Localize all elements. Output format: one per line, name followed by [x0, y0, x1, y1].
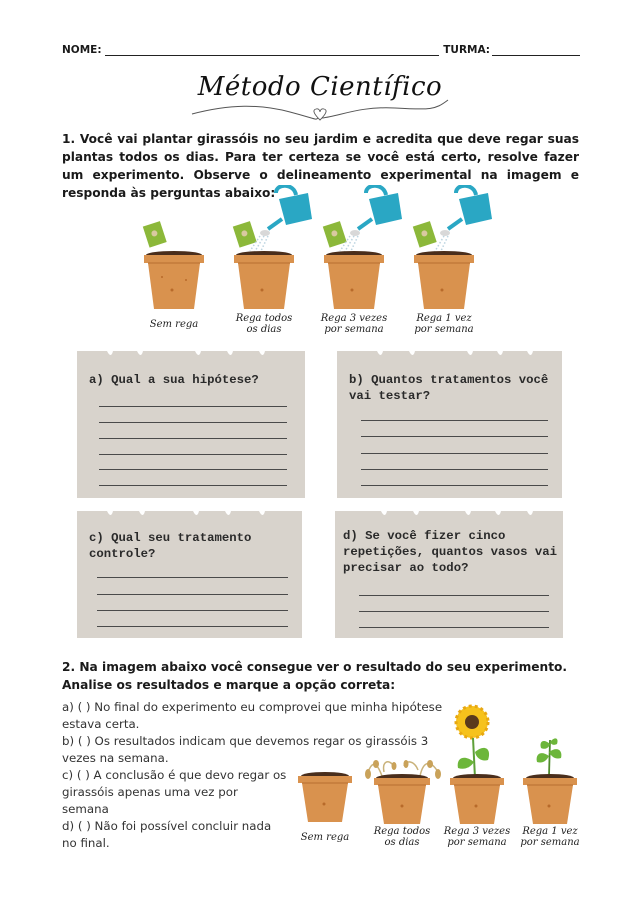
answer-line[interactable]	[359, 627, 549, 628]
torn-edge-decoration	[335, 509, 563, 523]
treatment-rega-1-vez	[404, 185, 484, 335]
question-card-c	[77, 510, 302, 638]
watering-can-icon	[350, 186, 402, 236]
answer-line[interactable]	[97, 626, 288, 627]
option-c[interactable]: c) ( ) A conclusão é que devo regar os girassóis apenas uma vez por semana	[62, 768, 287, 816]
nome-label: NOME:	[62, 44, 102, 56]
treatment-label: Rega todos os dias	[235, 313, 293, 335]
treatment-label: Rega 1 vez por semana	[414, 313, 474, 335]
title-swirl-decoration	[190, 96, 450, 122]
nome-field[interactable]	[105, 44, 440, 56]
answer-line[interactable]	[97, 577, 288, 578]
option-b[interactable]: b) ( ) Os resultados indicam que devemos regar os girassóis 3 vezes na semana.	[62, 734, 429, 765]
result-rega-3-vezes	[442, 700, 512, 850]
question-card-d	[335, 510, 563, 638]
student-header	[62, 38, 580, 56]
result-sem-rega	[290, 700, 360, 850]
answer-line[interactable]	[99, 406, 287, 407]
answer-line[interactable]	[99, 438, 287, 439]
option-a[interactable]: a) ( ) No final do experimento eu comprovei que minha hipótese estava certa.	[62, 700, 443, 731]
treatment-sem-rega	[134, 185, 214, 335]
answer-line[interactable]	[99, 485, 287, 486]
answer-line[interactable]	[361, 420, 548, 421]
answer-line[interactable]	[359, 595, 549, 596]
treatment-rega-3-vezes	[314, 185, 394, 335]
answer-line[interactable]	[361, 436, 548, 437]
result-label: Rega todos os dias	[373, 826, 431, 848]
empty-pot-icon	[290, 700, 360, 825]
answer-line[interactable]	[361, 453, 548, 454]
treatment-rega-todos-os-dias	[224, 185, 304, 335]
option-d[interactable]: d) ( ) Não foi possível concluir nada no final.	[62, 819, 272, 850]
torn-edge-decoration	[77, 349, 305, 363]
answer-line[interactable]	[361, 469, 548, 470]
result-rega-todos-os-dias	[362, 700, 442, 850]
result-label: Rega 3 vezes por semana	[443, 826, 511, 848]
answer-line[interactable]	[359, 611, 549, 612]
question-2-text: 2. Na imagem abaixo você consegue ver o resultado do seu experimento. Analise os resultados e marque a opção correta:	[62, 660, 568, 692]
seedling-pot-icon	[515, 700, 585, 825]
answer-line[interactable]	[361, 485, 548, 486]
experiment-results-illustration	[290, 700, 590, 850]
answer-line[interactable]	[99, 469, 287, 470]
turma-field[interactable]	[492, 44, 580, 56]
sunflower-pot-icon	[442, 700, 512, 825]
watering-can-icon	[260, 186, 312, 236]
answer-line[interactable]	[99, 422, 287, 423]
turma-label: TURMA:	[443, 44, 490, 56]
card-question: c) Qual seu tratamento controle?	[89, 531, 252, 561]
result-label: Sem rega	[300, 832, 350, 843]
result-rega-1-vez	[515, 700, 585, 850]
wilted-plant-pot-icon	[362, 700, 442, 825]
torn-edge-decoration	[77, 509, 302, 523]
result-label: Rega 1 vez por semana	[520, 826, 580, 848]
question-card-b	[337, 350, 562, 498]
card-question: a) Qual a sua hipótese?	[89, 373, 259, 387]
question-1-text: 1. Você vai plantar girassóis no seu jardim e acredita que deve regar suas plantas todos os dias. Para ter certeza se você está certo, resolve fazer um experimento. Observe o delineamento experimental na imagem e responda às perguntas abaixo:	[62, 132, 579, 200]
card-question: d) Se você fizer cinco repetições, quantos vasos vai precisar ao todo?	[343, 529, 558, 575]
torn-edge-decoration	[337, 349, 562, 363]
answer-line[interactable]	[97, 594, 288, 595]
card-question: b) Quantos tratamentos você vai testar?	[349, 373, 549, 403]
sunflower-icon	[456, 706, 488, 738]
treatment-label: Sem rega	[149, 319, 199, 330]
experiment-design-illustration	[130, 185, 510, 335]
seedling-icon	[537, 738, 562, 776]
page-title: Método Científico	[197, 72, 443, 102]
watering-can-icon	[440, 186, 492, 236]
treatment-label: Rega 3 vezes por semana	[320, 313, 388, 335]
answer-line[interactable]	[97, 610, 288, 611]
seed-pot-icon	[134, 185, 214, 310]
answer-line[interactable]	[99, 454, 287, 455]
watered-pot-icon	[404, 185, 509, 310]
question-card-a	[77, 350, 305, 498]
